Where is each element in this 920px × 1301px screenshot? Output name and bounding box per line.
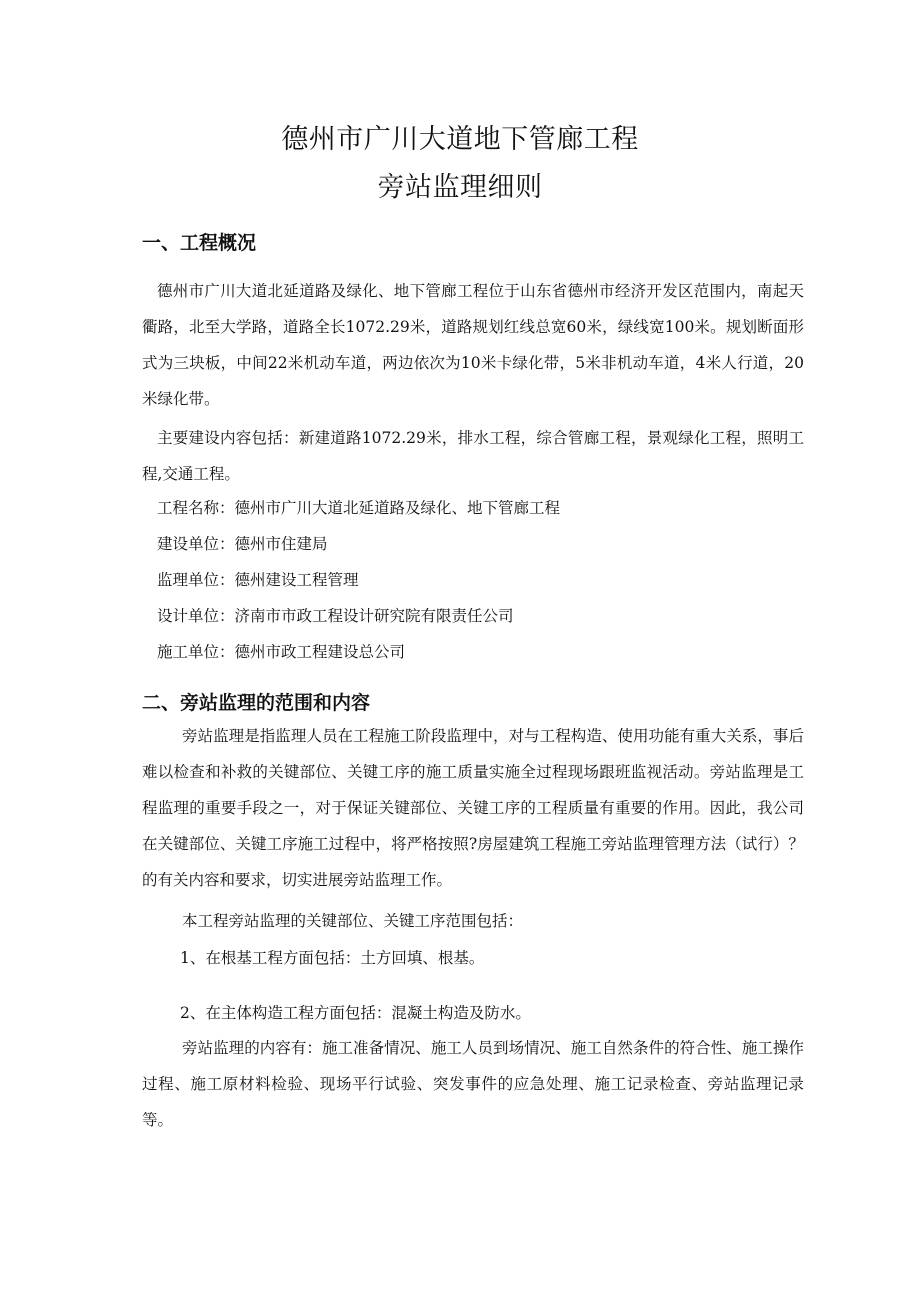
project-name-line: 工程名称：德州市广川大道北延道路及绿化、地下管廊工程 bbox=[157, 499, 561, 517]
section-heading-overview: 一、工程概况 bbox=[142, 232, 257, 254]
document-title: 德州市广川大道地下管廊工程 bbox=[281, 124, 639, 155]
list-item: 2、在主体构造工程方面包括：混凝土构造及防水。 bbox=[180, 1004, 531, 1022]
document-subtitle: 旁站监理细则 bbox=[377, 172, 543, 203]
scope-paragraph: 旁站监理是指监理人员在工程施工阶段监理中，对与工程构造、使用功能有重大关系，事后难以检查和补救的关键部位、关键工序的施工质量实施全过程现场跟班监视活动。旁站监理是工程监理的重要手段之一，对于保证关键部位、关键工序的工程质量有重要的作用。因此，我公司在关键部位、关键工序施工过程中，将严格按照?房屋建筑工程施工旁站监理管理方法（试行）？的有关内容和要求，切实进展旁站监理工作。 bbox=[142, 727, 804, 889]
overview-paragraph: 德州市广川大道北延道路及绿化、地下管廊工程位于山东省德州市经济开发区范围内，南起天衢路，北至大学路，道路全长1072.29米，道路规划红线总宽60米，绿线宽100米。规划断面形式为三块板，中间22米机动车道，两边依次为10米卡绿化带，5米非机动车道，4米人行道，20米绿化带。 bbox=[142, 282, 804, 408]
supervision-unit-line: 监理单位：德州建设工程管理 bbox=[157, 571, 359, 589]
list-item: 1、在根基工程方面包括：土方回填、根基。 bbox=[180, 949, 485, 967]
construction-unit-line: 建设单位：德州市住建局 bbox=[157, 535, 328, 553]
design-unit-line: 设计单位：济南市市政工程设计研究院有限责任公司 bbox=[157, 607, 514, 625]
key-parts-intro: 本工程旁站监理的关键部位、关键工序范围包括： bbox=[182, 912, 524, 930]
construction-content-paragraph: 主要建设内容包括：新建道路1072.29米，排水工程，综合管廊工程，景观绿化工程，照明工程,交通工程。 bbox=[142, 429, 804, 483]
supervision-content-paragraph: 旁站监理的内容有：施工准备情况、施工人员到场情况、施工自然条件的符合性、施工操作过程、施工原材料检验、现场平行试验、突发事件的应急处理、施工记录检查、旁站监理记录等。 bbox=[142, 1039, 804, 1129]
section-heading-scope: 二、旁站监理的范围和内容 bbox=[142, 692, 371, 714]
contractor-unit-line: 施工单位：德州市政工程建设总公司 bbox=[157, 643, 406, 661]
